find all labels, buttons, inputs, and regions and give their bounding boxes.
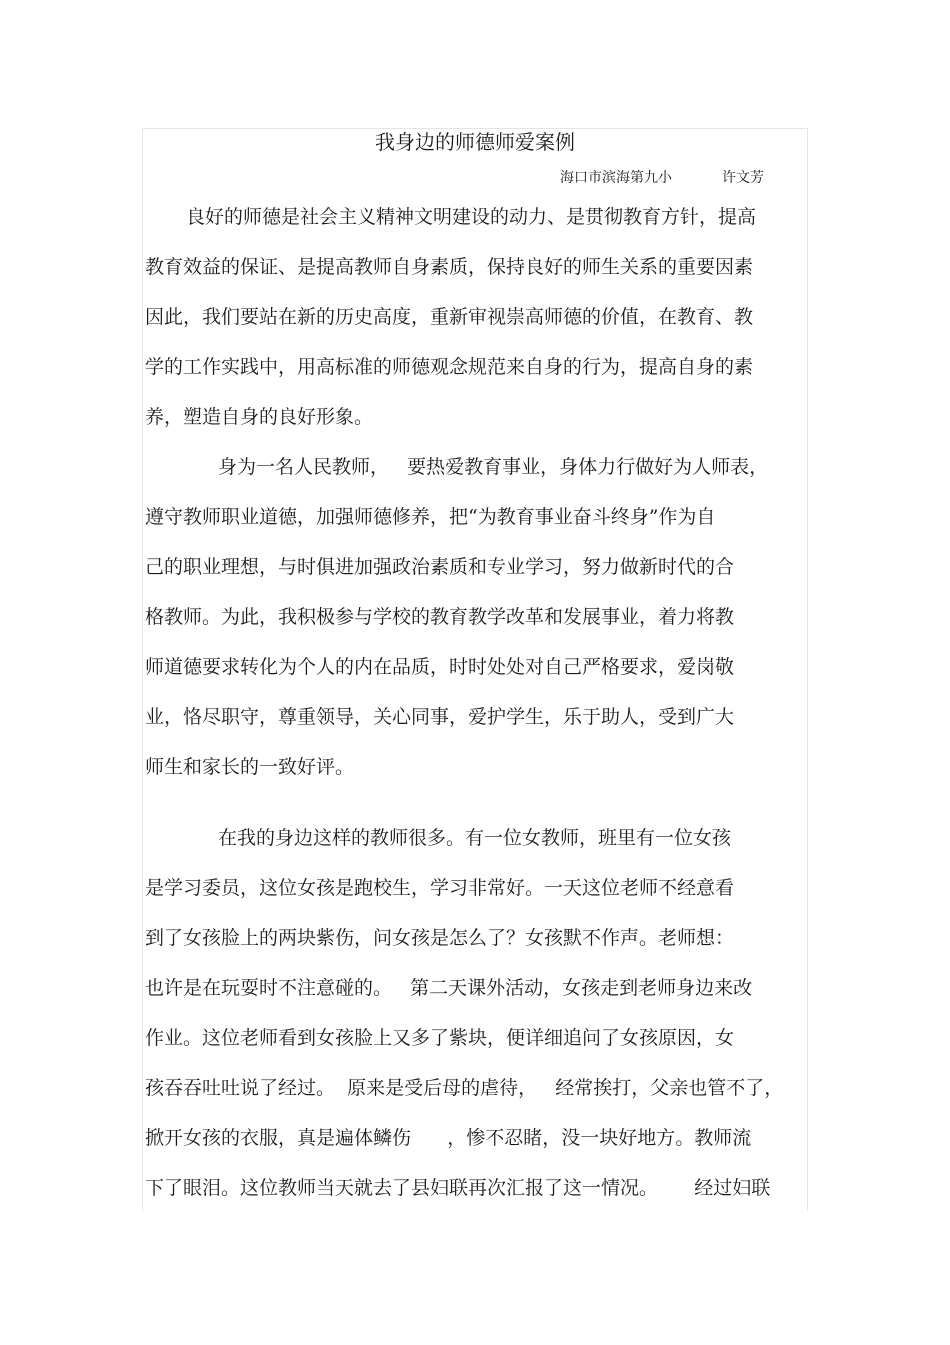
text-line: 格教师。为此，我积极参与学校的教育教学改革和发展事业，着力将教 bbox=[145, 606, 735, 628]
text-line: 学的工作实践中，用高标准的师德观念规范来自身的行为，提高自身的素 bbox=[145, 356, 754, 378]
document-title: 我身边的师德师爱案例 bbox=[375, 130, 575, 154]
text-line: 掀开女孩的衣服，真是遍体鳞伤 ，惨不忍睹，没一块好地方。教师流 bbox=[145, 1127, 752, 1149]
text-line: 作业。这位老师看到女孩脸上又多了紫块，便详细追问了女孩原因，女 bbox=[145, 1027, 735, 1049]
text-line: 良好的师德是社会主义精神文明建设的动力、是贯彻教育方针，提高 bbox=[186, 206, 757, 228]
text-line: 在我的身边这样的教师很多。有一位女教师，班里有一位女孩 bbox=[218, 827, 732, 849]
text-line: 身为一名人民教师， 要热爱教育事业，身体力行做好为人师表， bbox=[218, 456, 769, 478]
text-line: 遵守教师职业道德，加强师德修养，把“为教育事业奋斗终身”作为自 bbox=[145, 506, 716, 528]
text-line: 也许是在玩耍时不注意碰的。 第二天课外活动，女孩走到老师身边来改 bbox=[145, 977, 753, 999]
text-line: 养，塑造自身的良好形象。 bbox=[145, 406, 374, 428]
text-line: 教育效益的保证、是提高教师自身素质，保持良好的师生关系的重要因素 bbox=[145, 256, 754, 278]
text-line: 己的职业理想，与时俱进加强政治素质和专业学习，努力做新时代的合 bbox=[145, 556, 735, 578]
text-line: 业，恪尽职守，尊重领导，关心同事，爱护学生，乐于助人，受到广大 bbox=[145, 706, 735, 728]
text-line: 到了女孩脸上的两块紫伤，问女孩是怎么了？女孩默不作声。老师想： bbox=[145, 927, 735, 949]
author-name: 许文芳 bbox=[722, 170, 764, 186]
text-line: 孩吞吞吐吐说了经过。 原来是受后母的虐待， 经常挨打，父亲也管不了， bbox=[145, 1077, 784, 1099]
byline bbox=[560, 167, 764, 189]
text-line: 师道德要求转化为个人的内在品质，时时处处对自己严格要求，爱岗敬 bbox=[145, 656, 735, 678]
text-line: 因此，我们要站在新的历史高度，重新审视崇高师德的价值，在教育、教 bbox=[145, 306, 754, 328]
school-name: 海口市滨海第九小 bbox=[560, 170, 672, 186]
text-line: 下了眼泪。这位教师当天就去了县妇联再次汇报了这一情况。 经过妇联 bbox=[145, 1177, 771, 1199]
text-line: 是学习委员，这位女孩是跑校生，学习非常好。一天这位老师不经意看 bbox=[145, 877, 735, 899]
text-line: 师生和家长的一致好评。 bbox=[145, 756, 355, 778]
